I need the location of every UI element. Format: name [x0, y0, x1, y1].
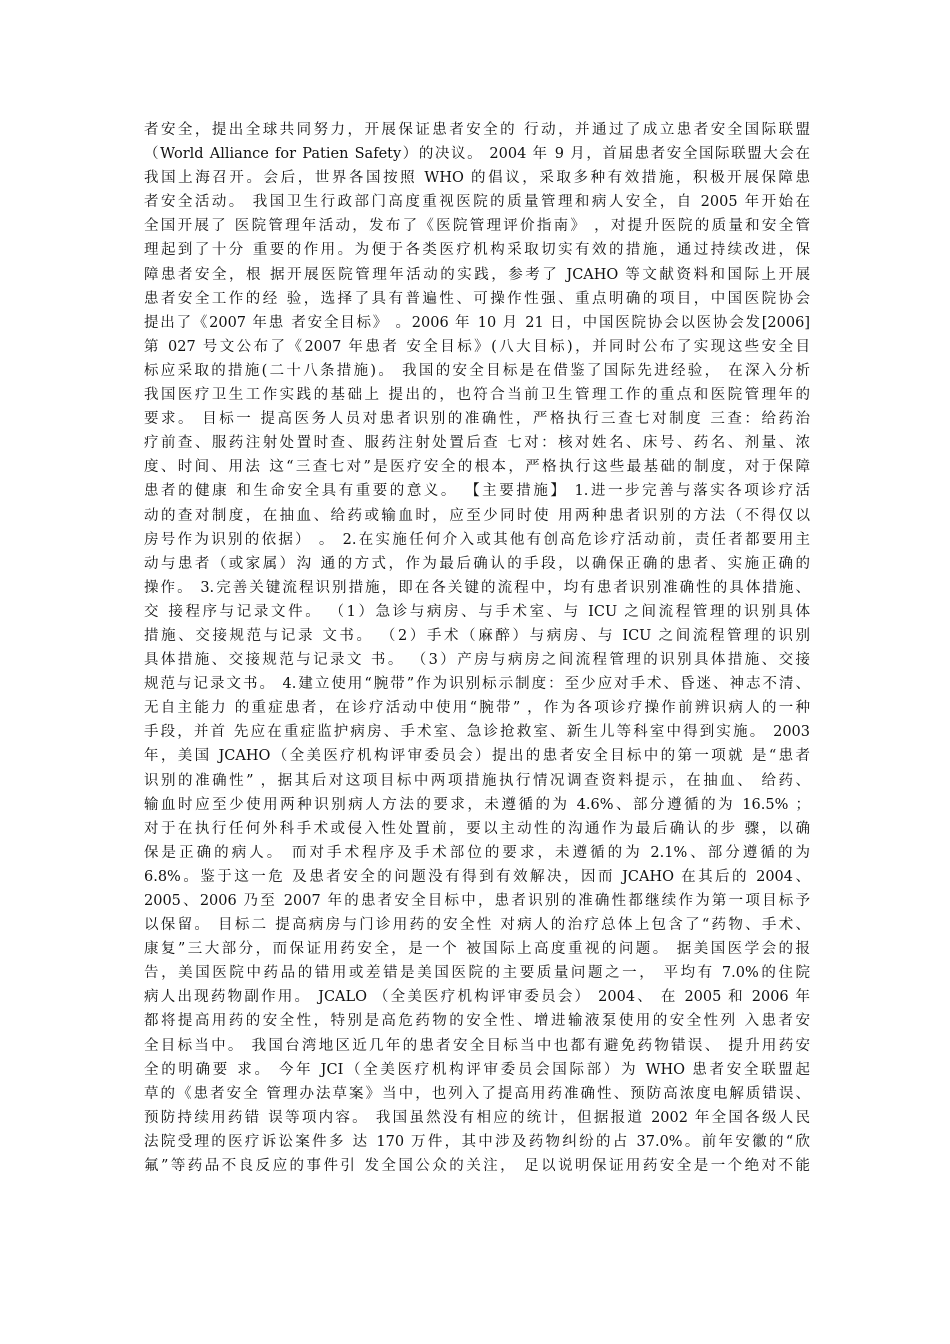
text-line: 具体措施、交接规范与记录文 书。 （3）产房与病房之间流程管理的识别具体措施、交接 — [144, 652, 810, 669]
text-line: 要求。 目标一 提高医务人员对患者识别的准确性，严格执行三查七对制度 三查：给药治 — [144, 411, 810, 428]
text-line: 障患者安全，根 据开展医院管理年活动的实践，参考了 JCAHO 等文献资料和国际上开展 — [144, 266, 810, 283]
text-line: 者安全，提出全球共同努力，开展保证患者安全的 行动，并通过了成立患者安全国际联盟 — [144, 122, 810, 138]
text-line: 康复”三大部分，而保证用药安全，是一个 被国际上高度重视的问题。 据美国医学会的报 — [144, 941, 810, 958]
text-line: 操作。 3.完善关键流程识别措施，即在各关键的流程中，均有患者识别准确性的具体措施、 — [144, 579, 810, 596]
text-line: 度、时间、用法 这“三查七对”是医疗安全的根本，严格执行这些最基础的制度，对于保障 — [144, 459, 810, 476]
text-line: 病人出现药物副作用。 JCALO （全美医疗机构评审委员会） 2004、 在 2005 和 2006 年 — [144, 989, 810, 1006]
text-line: 第 027 号文公布了《2007 年患者 安全目标》(八大目标)，并同时公布了实现这些安全目 — [144, 338, 810, 355]
text-line: 全目标当中。 我国台湾地区近几年的患者安全目标当中也都有避免药物错误、 提升用药安 — [144, 1037, 810, 1054]
text-line: 我国医疗卫生工作实践的基础上 提出的，也符合当前卫生管理工作的重点和医院管理年的 — [144, 387, 810, 404]
text-line: （World Alliance for Patien Safety）的决议。 2004 年 9 月，首届患者安全国际联盟大会在 — [144, 146, 810, 163]
text-line: 理起到了十分 重要的作用。为便于各类医疗机构采取切实有效的措施，通过持续改进，保 — [144, 242, 810, 259]
text-line: 草的《患者安全 管理办法草案》当中，也列入了提高用药准确性、预防高浓度电解质错误、 — [144, 1085, 810, 1102]
body-text — [144, 118, 810, 1178]
text-line: 者安全活动。 我国卫生行政部门高度重视医院的质量管理和病人安全，自 2005 年开始在 — [144, 194, 810, 211]
text-line: 输血时应至少使用两种识别病人方法的要求，未遵循的为 4.6%、部分遵循的为 16.5% ； — [144, 796, 810, 813]
text-line: 氟”等药品不良反应的事件引 发全国公众的关注， 足以说明保证用药安全是一个绝对不能 — [144, 1158, 810, 1175]
text-line: 患者的健康 和生命安全具有重要的意义。 【主要措施】 1.进一步完善与落实各项诊疗活 — [144, 483, 810, 500]
text-line: 预防持续用药错 误等项内容。 我国虽然没有相应的统计，但据报道 2002 年全国各级人民 — [144, 1109, 810, 1126]
text-line: 手段，并首 先应在重症监护病房、手术室、急诊抢救室、新生儿等科室中得到实施。 2003 — [144, 724, 810, 741]
text-line: 识别的准确性” ，据其后对这项目标中两项措施执行情况调查资料提示，在抽血、 给药、 — [144, 772, 810, 789]
text-line: 保是正确的病人。 而对手术程序及手术部位的要求，未遵循的为 2.1%、部分遵循的为 — [144, 844, 810, 861]
text-line: 疗前查、服药注射处置时查、服药注射处置后查 七对：核对姓名、床号、药名、剂量、浓 — [144, 435, 810, 452]
text-line: 房号作为识别的依据） 。 2.在实施任何介入或其他有创高危诊疗活动前，责任者都要用主 — [144, 531, 810, 548]
text-line: 我国上海召开。会后，世界各国按照 WHO 的倡议，采取多种有效措施，积极开展保障患 — [144, 170, 810, 187]
text-line: 提出了《2007 年患 者安全目标》 。2006 年 10 月 21 日，中国医院协会以医协会发[2006] — [144, 314, 810, 331]
text-line: 措施、交接规范与记录 文书。 （2）手术（麻醉）与病房、与 ICU 之间流程管理的识别 — [144, 627, 810, 644]
text-line: 法院受理的医疗诉讼案件多 达 170 万件，其中涉及药物纠纷的占 37.0%。前年安徽的“欣 — [144, 1133, 810, 1150]
text-line: 患者安全工作的经 验，选择了具有普遍性、可操作性强、重点明确的项目，中国医院协会 — [144, 290, 810, 307]
text-line: 动与患者（或家属）沟 通的方式，作为最后确认的手段，以确保正确的患者、实施正确的 — [144, 555, 810, 572]
text-line: 全的明确要 求。 今年 JCI（全美医疗机构评审委员会国际部）为 WHO 患者安全联盟起 — [144, 1061, 810, 1078]
text-line: 全国开展了 医院管理年活动，发布了《医院管理评价指南》 ，对提升医院的质量和安全管 — [144, 218, 810, 235]
text-line: 动的查对制度，在抽血、给药或输血时，应至少同时使 用两种患者识别的方法（不得仅以 — [144, 507, 810, 524]
text-line: 交 接程序与记录文件。 （1）急诊与病房、与手术室、与 ICU 之间流程管理的识别具体 — [144, 603, 810, 620]
text-line: 6.8%。鉴于这一危 及患者安全的问题没有得到有效解决，因而 JCAHO 在其后的 2004、 — [144, 868, 810, 885]
text-line: 以保留。 目标二 提高病房与门诊用药的安全性 对病人的治疗总体上包含了“药物、手术、 — [144, 917, 810, 934]
text-line: 标应采取的措施(二十八条措施)。 我国的安全目标是在借鉴了国际先进经验， 在深入分析 — [144, 362, 810, 379]
text-line: 规范与记录文书。 4.建立使用“腕带”作为识别标示制度：至少应对手术、昏迷、神志不清、 — [144, 676, 810, 693]
text-line: 无自主能力 的重症患者，在诊疗活动中使用“腕带” ，作为各项诊疗操作前辨识病人的一种 — [144, 700, 810, 717]
text-line: 对于在执行任何外科手术或侵入性处置前，要以主动性的沟通作为最后确认的步 骤，以确 — [144, 820, 810, 837]
text-line: 2005、2006 乃至 2007 年的患者安全目标中，患者识别的准确性都继续作为第一项目标予 — [144, 893, 810, 909]
text-line: 都将提高用药的安全性，特别是高危药物的安全性、增进输液泵使用的安全性列 入患者安 — [144, 1013, 810, 1030]
text-line: 告，美国医院中药品的错用或差错是美国医院的主要质量问题之一， 平均有 7.0%的住院 — [144, 965, 810, 982]
text-line: 年，美国 JCAHO（全美医疗机构评审委员会）提出的患者安全目标中的第一项就 是“患者 — [144, 748, 810, 765]
